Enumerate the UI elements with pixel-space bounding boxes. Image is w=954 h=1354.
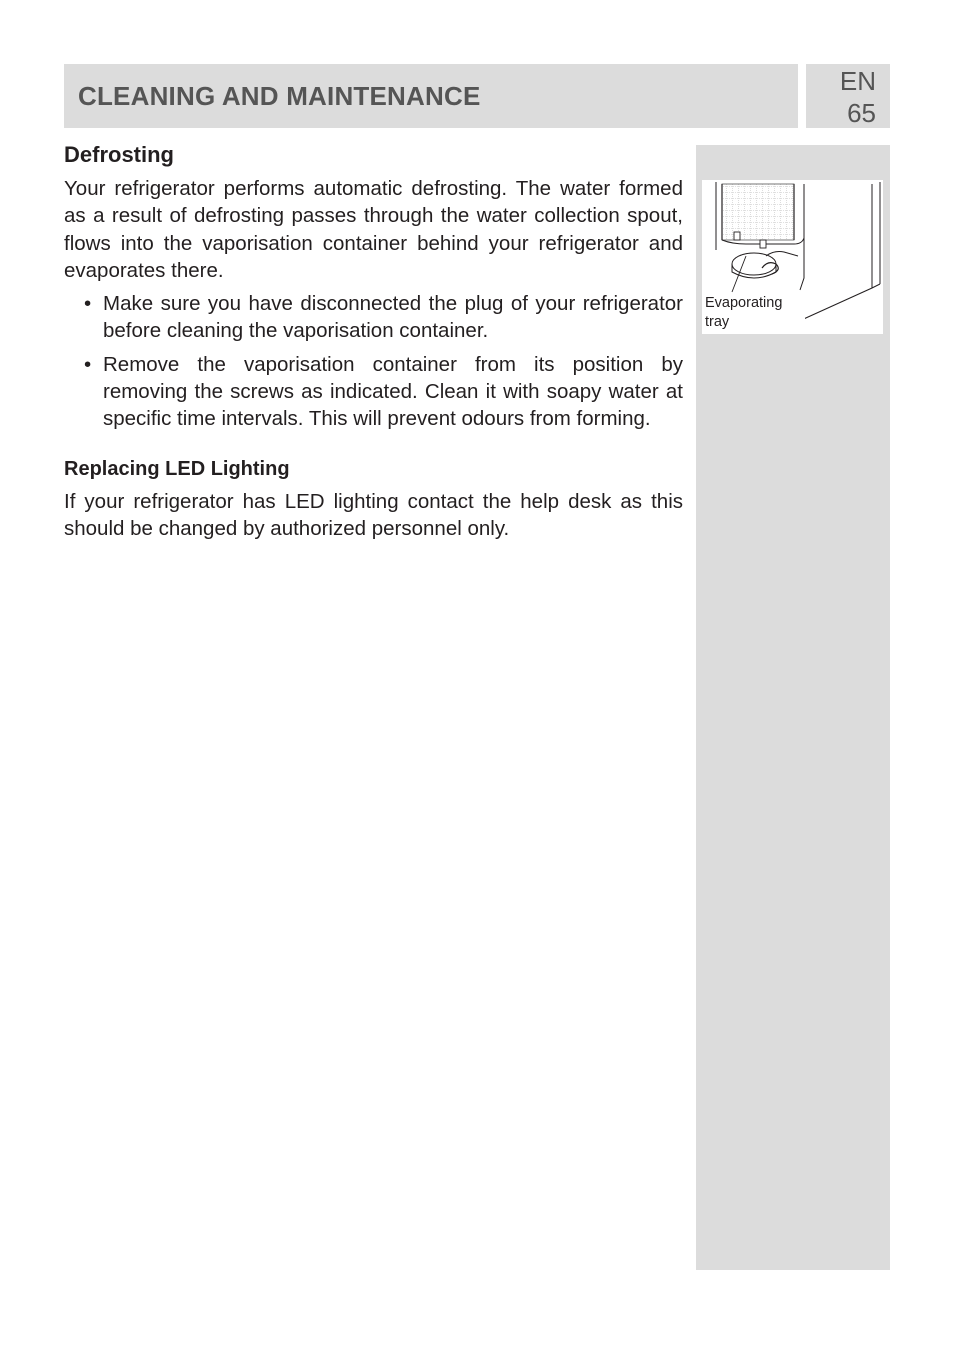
main-content [64,140,683,542]
led-heading: Replacing LED Lighting [64,457,290,480]
evaporating-tray-figure [702,180,883,334]
section-title: CLEANING AND MAINTENANCE [78,81,481,111]
defrosting-heading: Defrosting [64,142,174,167]
list-item-text: Make sure you have disconnected the plug of your refrigerator before cleaning the vaporisation container. [103,292,683,343]
defrosting-bullet-list [64,290,683,432]
page-number: 65 [847,98,876,128]
defrosting-intro: Your refrigerator performs automatic defrosting. The water formed as a result of defrosting passes through the water collection spout, flows into the vaporisation container behind your refrigerator and evaporates there. [64,177,683,282]
figure-caption-line: tray [705,314,730,330]
language-code: EN [839,66,876,96]
section-header-bar [64,64,798,128]
list-item-text: Remove the vaporisation container from its position by removing the screws as indicated. Clean it with soapy water at specific time intervals. This will prevent odours from forming. [103,352,683,431]
bullet-icon: • [84,292,92,316]
list-item [64,351,683,433]
bullet-icon: • [84,352,92,376]
figure-caption [705,294,805,332]
list-item [64,290,683,345]
page-tag [806,64,890,128]
figure-caption-line: Evaporating [705,295,783,311]
led-text: If your refrigerator has LED lighting contact the help desk as this should be changed by authorized personnel only. [64,489,683,540]
